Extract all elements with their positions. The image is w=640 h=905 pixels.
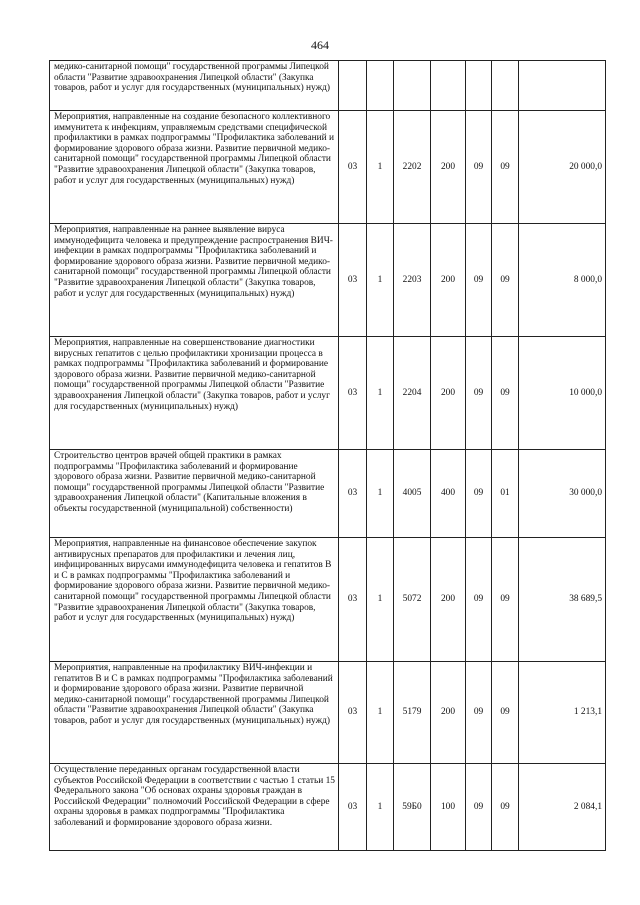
cell-section: 09	[466, 538, 492, 662]
table-row	[50, 662, 606, 764]
cell-direction: 5179	[394, 662, 431, 764]
budget-table	[49, 60, 606, 851]
cell-direction: 2204	[394, 337, 431, 450]
cell-program: 03	[339, 662, 367, 764]
cell-amount: 20 000,0	[519, 111, 606, 224]
cell-section: 09	[466, 111, 492, 224]
cell-section: 09	[466, 764, 492, 851]
cell-expense-type: 200	[431, 111, 466, 224]
cell-subprogram: 1	[367, 764, 394, 851]
cell-subprogram: 1	[367, 450, 394, 538]
cell-direction	[394, 61, 431, 111]
table-row	[50, 538, 606, 662]
cell-subprogram	[367, 61, 394, 111]
cell-expense-type: 400	[431, 450, 466, 538]
table-row	[50, 61, 606, 111]
cell-direction: 2202	[394, 111, 431, 224]
cell-amount: 30 000,0	[519, 450, 606, 538]
page-number: 464	[311, 38, 329, 52]
cell-program: 03	[339, 337, 367, 450]
cell-subsection	[492, 61, 519, 111]
cell-program: 03	[339, 764, 367, 851]
cell-subprogram: 1	[367, 538, 394, 662]
row-description: Мероприятия, направленные на профилактику ВИЧ-инфекции и гепатитов В и С в рамках подпрограммы "Профилактика заболеваний и формирование здорового образа жизни. Развитие первичной медико-санитарной помощи" государственной программы Липецкой области "Развитие здравоохранения Липецкой области" (Закупка товаров, работ и услуг для государственных (муниципальных) нужд)	[50, 662, 339, 764]
cell-subsection: 09	[492, 764, 519, 851]
cell-section	[466, 61, 492, 111]
cell-subsection: 01	[492, 450, 519, 538]
row-description: медико-санитарной помощи" государственной программы Липецкой области "Развитие здравоохранения Липецкой области" (Закупка товаров, работ и услуг для государственных (муниципальных) нужд)	[50, 61, 339, 111]
cell-program	[339, 61, 367, 111]
cell-subsection: 09	[492, 111, 519, 224]
row-description: Мероприятия, направленные на финансовое обеспечение закупок антивирусных препаратов для профилактики и лечения лиц, инфицированных вирусами иммунодефицита человека и гепатитов В и С в рамках подпрограммы "Профилактика заболеваний и формирование здорового образа жизни. Развитие первичной медико-санитарной помощи" государственной программы Липецкой области "Развитие здравоохранения Липецкой области" (Закупка товаров, работ и услуг для государственных (муниципальных) нужд)	[50, 538, 339, 662]
cell-section: 09	[466, 450, 492, 538]
cell-direction: 5072	[394, 538, 431, 662]
cell-amount: 2 084,1	[519, 764, 606, 851]
table-row	[50, 764, 606, 851]
cell-direction: 2203	[394, 224, 431, 337]
row-description: Строительство центров врачей общей практики в рамках подпрограммы "Профилактика заболеваний и формирование здорового образа жизни. Развитие первичной медико-санитарной помощи" государственной программы Липецкой области "Развитие здравоохранения Липецкой области" (Капитальные вложения в объекты государственной (муниципальной) собственности)	[50, 450, 339, 538]
row-description: Мероприятия, направленные на создание безопасного коллективного иммунитета к инфекциям, управляемым средствами специфической профилактики в рамках подпрограммы "Профилактика заболеваний и формирование здорового образа жизни. Развитие первичной медико-санитарной помощи" государственной программы Липецкой области "Развитие здравоохранения Липецкой области" (Закупка товаров, работ и услуг для государственных (муниципальных) нужд)	[50, 111, 339, 224]
cell-program: 03	[339, 111, 367, 224]
cell-amount: 1 213,1	[519, 662, 606, 764]
cell-section: 09	[466, 224, 492, 337]
cell-expense-type: 100	[431, 764, 466, 851]
table-row	[50, 224, 606, 337]
cell-direction: 4005	[394, 450, 431, 538]
table-row	[50, 337, 606, 450]
cell-subsection: 09	[492, 224, 519, 337]
cell-amount	[519, 61, 606, 111]
cell-expense-type: 200	[431, 224, 466, 337]
table-row	[50, 450, 606, 538]
cell-subprogram: 1	[367, 224, 394, 337]
cell-amount: 8 000,0	[519, 224, 606, 337]
cell-expense-type	[431, 61, 466, 111]
cell-subprogram: 1	[367, 337, 394, 450]
row-description: Мероприятия, направленные на раннее выявление вируса иммунодефицита человека и предупреждение распространения ВИЧ-инфекции в рамках подпрограммы "Профилактика заболеваний и формирование здорового образа жизни. Развитие первичной медико-санитарной помощи" государственной программы Липецкой области "Развитие здравоохранения Липецкой области" (Закупка товаров, работ и услуг для государственных (муниципальных) нужд)	[50, 224, 339, 337]
cell-expense-type: 200	[431, 662, 466, 764]
cell-section: 09	[466, 662, 492, 764]
table-row	[50, 111, 606, 224]
row-description: Мероприятия, направленные на совершенствование диагностики вирусных гепатитов с целью профилактики хронизации процесса в рамках подпрограммы "Профилактика заболеваний и формирование здорового образа жизни. Развитие первичной медико-санитарной помощи" государственной программы Липецкой области "Развитие здравоохранения Липецкой области" (Закупка товаров, работ и услуг для государственных (муниципальных) нужд)	[50, 337, 339, 450]
cell-program: 03	[339, 538, 367, 662]
cell-program: 03	[339, 450, 367, 538]
cell-subsection: 09	[492, 662, 519, 764]
cell-subsection: 09	[492, 337, 519, 450]
cell-expense-type: 200	[431, 538, 466, 662]
cell-amount: 38 689,5	[519, 538, 606, 662]
row-description: Осуществление переданных органам государственной власти субъектов Российской Федерации в соответствии с частью 1 статьи 15 Федерального закона "Об основах охраны здоровья граждан в Российской Федерации" полномочий Российской Федерации в сфере охраны здоровья в рамках подпрограммы "Профилактика заболеваний и формирование здорового образа жизни.	[50, 764, 339, 851]
cell-program: 03	[339, 224, 367, 337]
cell-subsection: 09	[492, 538, 519, 662]
cell-subprogram: 1	[367, 662, 394, 764]
cell-section: 09	[466, 337, 492, 450]
cell-amount: 10 000,0	[519, 337, 606, 450]
cell-subprogram: 1	[367, 111, 394, 224]
cell-expense-type: 200	[431, 337, 466, 450]
cell-direction: 59Б0	[394, 764, 431, 851]
